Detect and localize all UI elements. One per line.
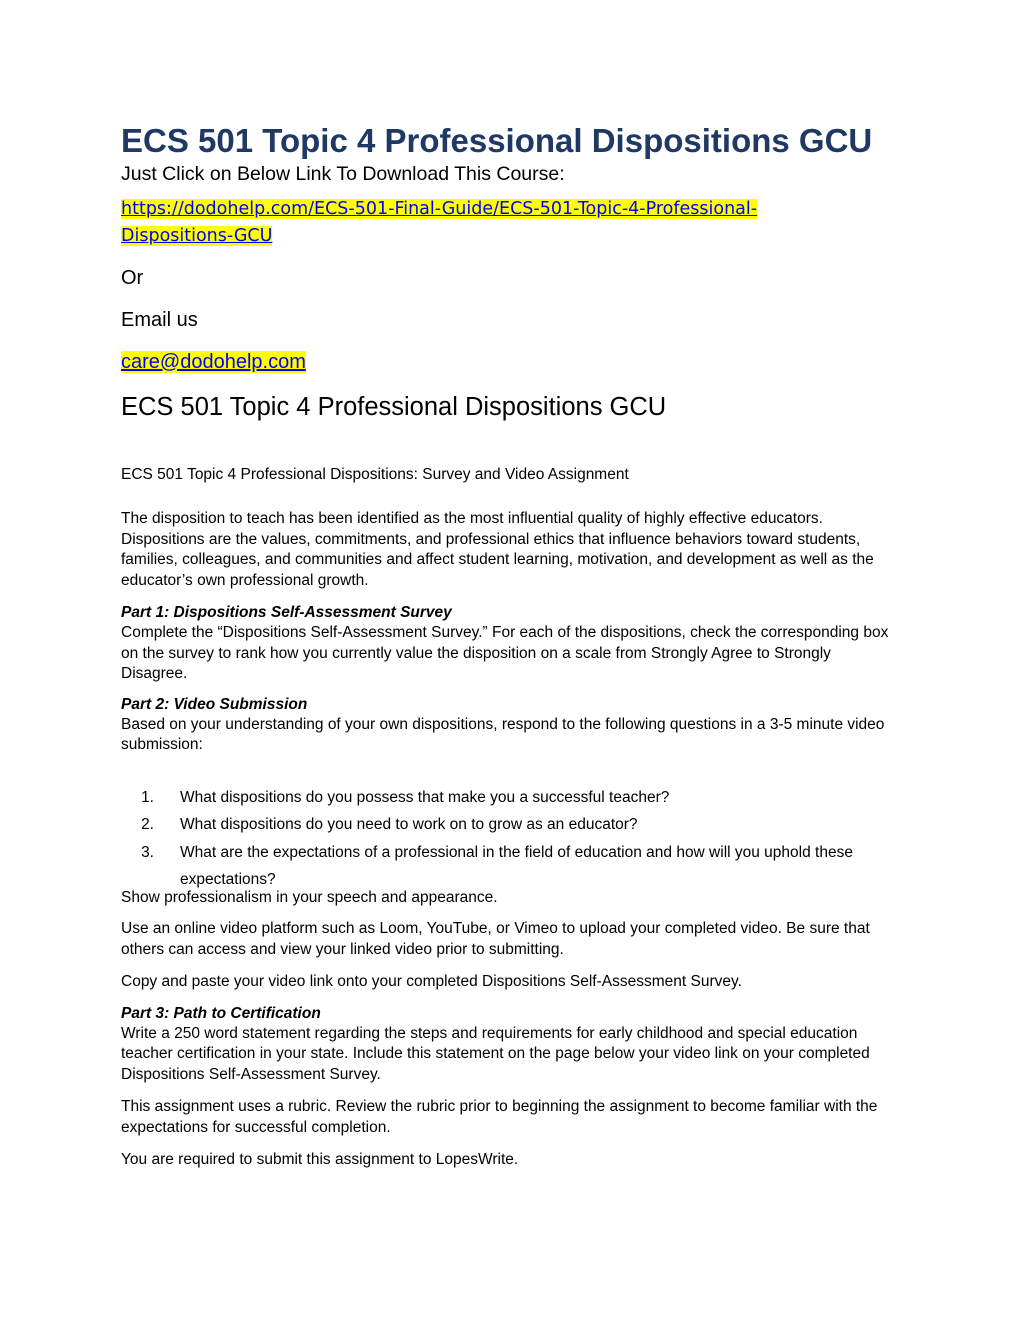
question-number: 1. (141, 788, 154, 806)
question-text: What dispositions do you need to work on to grow as an educator? (180, 816, 638, 834)
part3-text: Write a 250 word statement regarding the steps and requirements for early childhood and special education teacher certification in your state. Include this statement on the page below your video link on your completed Dispositions Self-Assessment Survey. (121, 1024, 870, 1083)
copy-paste-paragraph: Copy and paste your video link onto your completed Dispositions Self-Assessment Survey. (121, 973, 742, 991)
question-list (121, 784, 901, 894)
email-us-label: Email us (121, 309, 198, 331)
platform-paragraph: Use an online video platform such as Loom, YouTube, or Vimeo to upload your completed video. Be sure that others can access and view your linked video prior to submitting. (121, 920, 870, 958)
question-text: What are the expectations of a professional in the field of education and how will you uphold these expectations? (180, 843, 853, 889)
part1-text: Complete the “Dispositions Self-Assessment Survey.” For each of the dispositions, check the corresponding box on the survey to rank how you currently value the disposition on a scale from Strongly Agree to Strongly Disagree. (121, 624, 889, 683)
assignment-title: ECS 501 Topic 4 Professional Dispositions: Survey and Video Assignment (121, 466, 629, 483)
question-number: 3. (141, 843, 154, 861)
intro-paragraph: The disposition to teach has been identified as the most influential quality of highly effective educators. Dispositions are the values, commitments, and professional ethics that influence behaviors toward students, families, colleagues, and communities and affect student learning, motivation, and development as well as the educator’s own professional growth. (121, 510, 874, 589)
professionalism-note: Show professionalism in your speech and appearance. (121, 888, 498, 906)
content-heading: ECS 501 Topic 4 Professional Dispositions GCU (121, 393, 667, 421)
rubric-paragraph: This assignment uses a rubric. Review the rubric prior to beginning the assignment to become familiar with the expectations for successful completion. (121, 1098, 878, 1136)
download-instruction: Just Click on Below Link To Download This Course: (121, 163, 565, 185)
part2-title: Part 2: Video Submission (121, 695, 308, 713)
document-page (121, 122, 901, 1170)
question-text: What dispositions do you possess that make you a successful teacher? (180, 788, 670, 806)
question-number: 2. (141, 816, 154, 834)
download-link-line1[interactable]: https://dodohelp.com/ECS-501-Final-Guide/ECS-501-Topic-4-Professional- (121, 199, 758, 219)
submit-paragraph: You are required to submit this assignment to LopesWrite. (121, 1150, 519, 1168)
part1-title: Part 1: Dispositions Self-Assessment Survey (121, 604, 452, 622)
download-link-line2[interactable]: Dispositions-GCU (121, 226, 273, 246)
part2-text: Based on your understanding of your own dispositions, respond to the following questions in a 3-5 minute video submission: (121, 716, 885, 754)
email-link-container (121, 350, 901, 374)
page-title: ECS 501 Topic 4 Professional Dispositions GCU (121, 122, 873, 159)
download-link-block (121, 196, 841, 250)
part3-title: Part 3: Path to Certification (121, 1004, 321, 1022)
or-label: Or (121, 267, 144, 289)
list-item (121, 839, 901, 894)
list-item (121, 784, 901, 812)
list-item (121, 811, 901, 839)
download-link[interactable] (121, 199, 757, 246)
email-link[interactable]: care@dodohelp.com (121, 351, 306, 373)
